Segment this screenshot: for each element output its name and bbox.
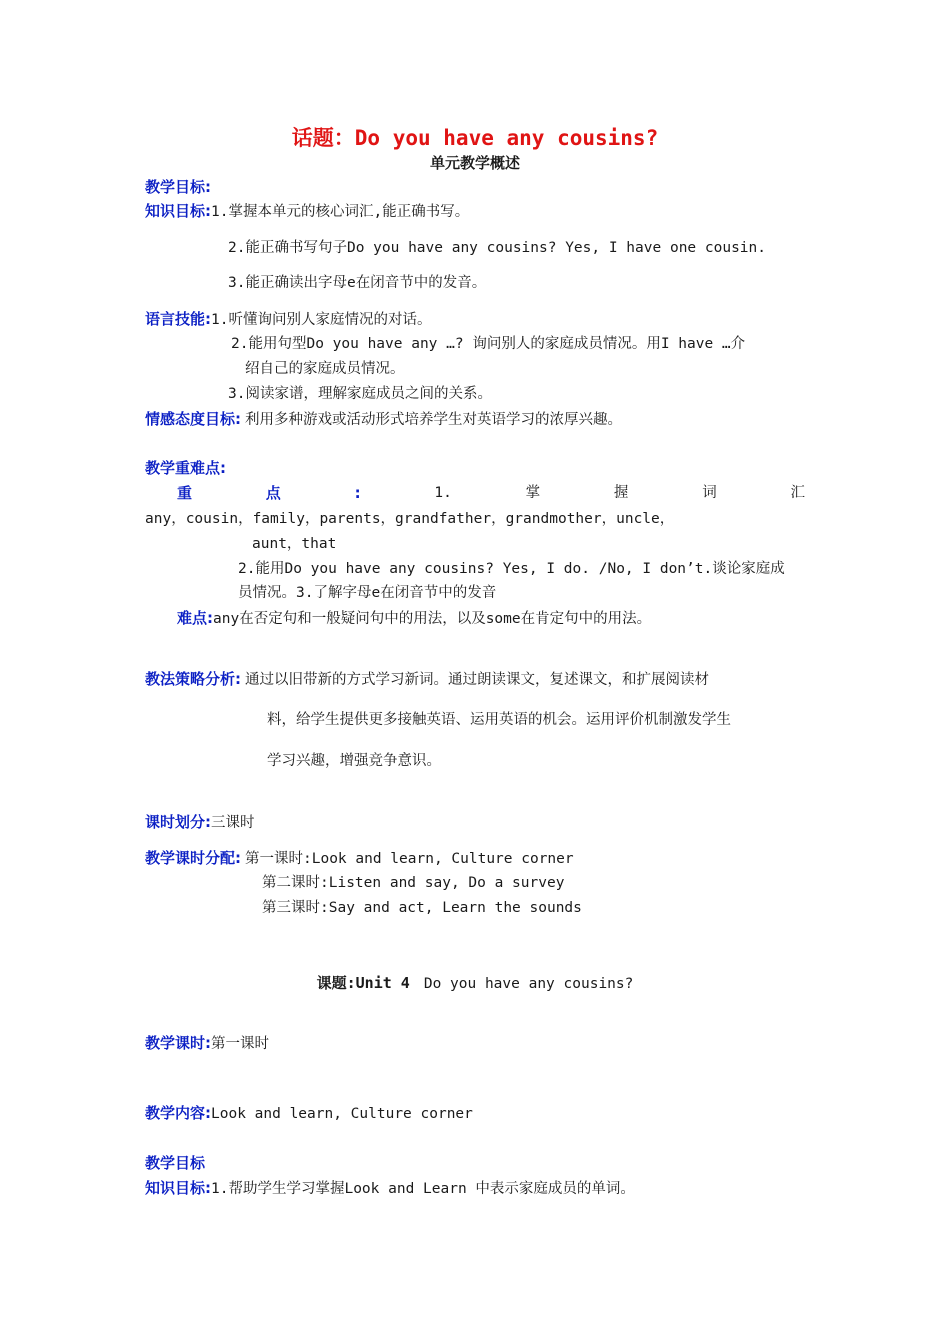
key-heading: 教学重难点:	[145, 459, 226, 477]
knowledge-item: 1.掌握本单元的核心词汇,能正确书写。	[211, 204, 470, 220]
key-spread-char: 汇	[790, 485, 805, 501]
key-spread-char: 词	[702, 485, 717, 501]
content-text: Look and learn, Culture corner	[211, 1106, 473, 1122]
key-points-row	[145, 482, 805, 504]
key-line: any，cousin，family，parents，grandfather，grandmother，uncle，	[145, 511, 675, 527]
key-spread-char: 点	[265, 484, 281, 502]
key-spread-char: 1.	[434, 485, 452, 501]
attitude-row	[145, 408, 622, 431]
document-subtitle: 单元教学概述	[429, 154, 520, 172]
language-item: 2.能用句型Do you have any …? 询问别人的家庭成员情况。用I have …介	[231, 336, 746, 352]
lesson-label: 课题:Unit 4	[316, 974, 410, 992]
knowledge-row	[145, 200, 469, 223]
goals-heading: 教学目标:	[145, 178, 211, 196]
class-period-row	[145, 1032, 269, 1055]
knowledge-item: 2.能正确书写句子Do you have any cousins? Yes, I have one cousin.	[228, 240, 766, 256]
key-spread-char: 重	[177, 484, 193, 502]
objective-knowledge-label: 知识目标:	[145, 1179, 211, 1197]
content-label: 教学内容:	[145, 1104, 211, 1122]
key-line: 员情况。3.了解字母e在闭音节中的发音	[238, 585, 497, 601]
lesson-title	[0, 972, 950, 995]
periods-label: 课时划分:	[145, 813, 211, 831]
key-spread-char: :	[354, 484, 361, 502]
method-row	[145, 668, 709, 691]
language-item: 绍自己的家庭成员情况。	[245, 361, 405, 377]
content-row	[145, 1102, 473, 1125]
language-item: 1.听懂询问别人家庭情况的对话。	[211, 312, 432, 328]
method-label: 教法策略分析:	[145, 670, 241, 688]
allocation-label: 教学课时分配:	[145, 849, 241, 867]
allocation-item: 第二课时:Listen and say, Do a survey	[262, 875, 565, 891]
knowledge-label: 知识目标:	[145, 202, 211, 220]
objectives-heading: 教学目标	[145, 1154, 206, 1172]
document-title: 话题：Do you have any cousins?	[291, 126, 659, 150]
knowledge-item: 3.能正确读出字母e在闭音节中的发音。	[228, 275, 487, 291]
attitude-text: 利用多种游戏或活动形式培养学生对英语学习的浓厚兴趣。	[245, 412, 622, 428]
class-period-text: 第一课时	[211, 1036, 269, 1052]
difficulty-row	[177, 607, 651, 630]
class-period-label: 教学课时:	[145, 1034, 211, 1052]
allocation-item: 第三课时:Say and act, Learn the sounds	[262, 900, 582, 916]
objective-knowledge-row	[145, 1177, 635, 1200]
method-line: 料，给学生提供更多接触英语、运用英语的机会。运用评价机制激发学生	[267, 712, 731, 728]
periods-row	[145, 811, 255, 834]
key-line: 2.能用Do you have any cousins? Yes, I do. /No, I don’t.谈论家庭成	[238, 561, 785, 577]
difficulty-text: any在否定句和一般疑问句中的用法，以及some在肯定句中的用法。	[213, 611, 652, 627]
key-spread-char: 握	[613, 485, 629, 501]
attitude-label: 情感态度目标:	[145, 410, 241, 428]
difficulty-label: 难点:	[177, 609, 213, 627]
method-line: 学习兴趣，增强竞争意识。	[267, 753, 441, 769]
allocation-item: 第一课时:Look and learn, Culture corner	[245, 851, 574, 867]
language-label: 语言技能:	[145, 310, 211, 328]
method-line: 通过以旧带新的方式学习新词。通过朗读课文，复述课文，和扩展阅读材	[245, 672, 709, 688]
key-line: aunt，that	[252, 536, 337, 552]
language-item: 3.阅读家谱，理解家庭成员之间的关系。	[228, 386, 492, 402]
periods-text: 三课时	[211, 815, 255, 831]
key-spread-char: 掌	[525, 485, 541, 501]
language-row	[145, 308, 431, 331]
lesson-topic: Do you have any cousins?	[423, 976, 634, 992]
objective-knowledge-text: 1.帮助学生学习掌握Look and Learn 中表示家庭成员的单词。	[211, 1181, 635, 1197]
allocation-row	[145, 847, 574, 870]
